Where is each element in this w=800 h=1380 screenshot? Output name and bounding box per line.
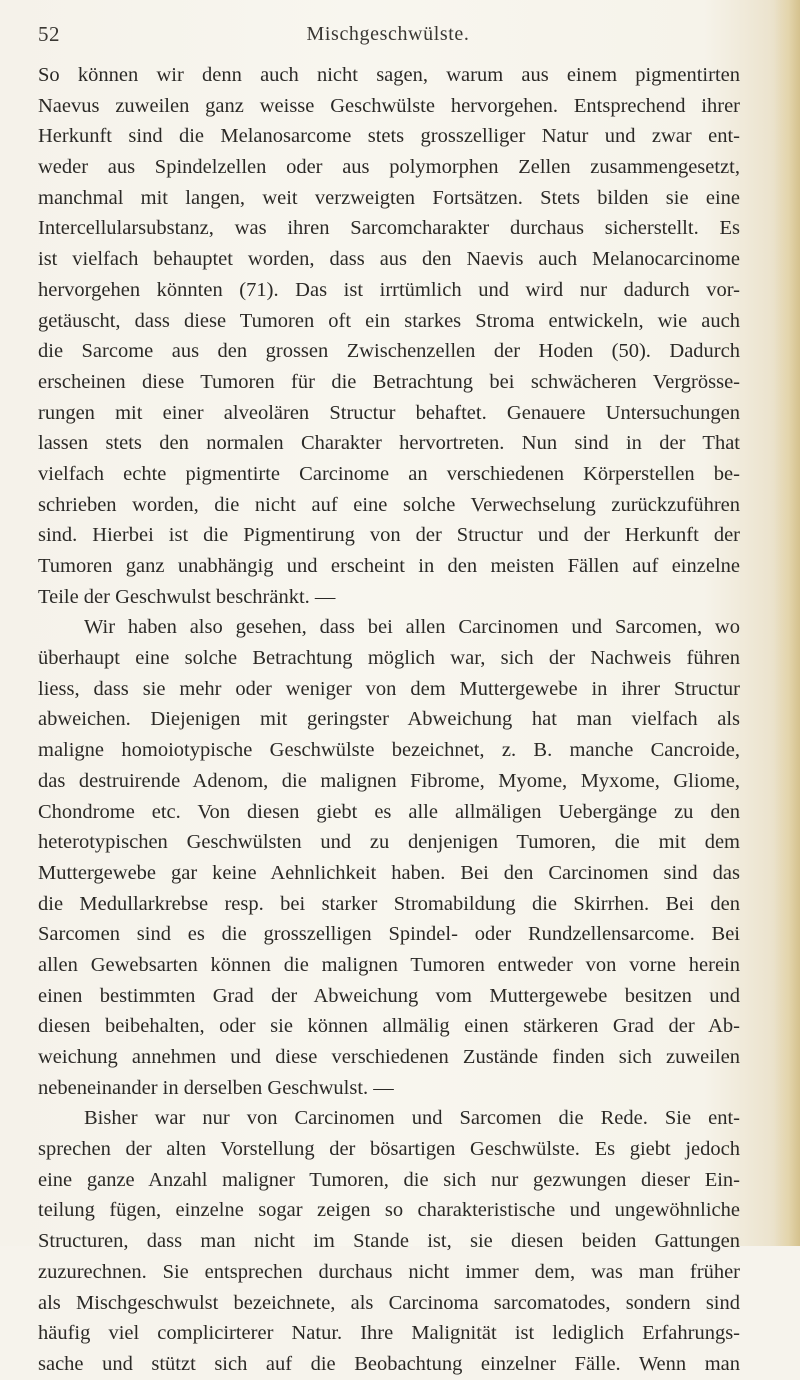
page-header	[38, 22, 738, 56]
text-line: Structuren, dass man nicht im Stande ist, sie diesen beiden Gattungen	[38, 1230, 740, 1253]
text-line: eine ganze Anzahl maligner Tumoren, die sich nur gezwungen dieser Ein-	[38, 1168, 740, 1191]
text-line: erscheinen diese Tumoren für die Betrachtung bei schwächeren Vergrösse-	[38, 370, 740, 393]
page-number: 52	[38, 22, 60, 46]
text-line: ist vielfach behauptet worden, dass aus den Naevis auch Melanocarcinome	[38, 248, 740, 271]
text-line: allen Gewebsarten können die malignen Tumoren entweder von vorne herein	[38, 953, 740, 976]
text-line: Chondrome etc. Von diesen giebt es alle allmäligen Uebergänge zu den	[38, 800, 740, 823]
text-line: heterotypischen Geschwülsten und zu denjenigen Tumoren, die mit dem	[38, 831, 740, 854]
text-line: häufig viel complicirterer Natur. Ihre Malignität ist lediglich Erfahrungs-	[38, 1322, 740, 1345]
text-line: hervorgehen könnten (71). Das ist irrtümlich und wird nur dadurch vor-	[38, 278, 740, 301]
text-line: getäuscht, dass diese Tumoren oft ein starkes Stroma entwickeln, wie auch	[38, 309, 740, 332]
text-line-paragraph-start: Wir haben also gesehen, dass bei allen Carcinomen und Sarcomen, wo	[84, 616, 740, 639]
text-line: rungen mit einer alveolären Structur behaftet. Genauere Untersuchungen	[38, 401, 740, 424]
text-line: Intercellularsubstanz, was ihren Sarcomcharakter durchaus sicherstellt. Es	[38, 217, 740, 240]
text-line: das destruirende Adenom, die malignen Fibrome, Myome, Myxome, Gliome,	[38, 769, 740, 792]
text-line: weder aus Spindelzellen oder aus polymorphen Zellen zusammengesetzt,	[38, 156, 740, 179]
text-line: abweichen. Diejenigen mit geringster Abweichung hat man vielfach als	[38, 708, 740, 731]
text-line: weichung annehmen und diese verschiedenen Zustände finden sich zuweilen	[38, 1046, 740, 1068]
text-line: einen bestimmten Grad der Abweichung vom Muttergewebe besitzen und	[38, 984, 740, 1007]
text-line: die Medullarkrebse resp. bei starker Stromabildung die Skirrhen. Bei den	[38, 892, 740, 915]
text-line: schrieben worden, die nicht auf eine solche Verwechselung zurückzuführen	[38, 493, 740, 516]
text-line: liess, dass sie mehr oder weniger von dem Muttergewebe in ihrer Structur	[38, 677, 740, 700]
text-line-paragraph-end: nebeneinander in derselben Geschwulst. —	[38, 1076, 394, 1099]
text-line: vielfach echte pigmentirte Carcinome an verschiedenen Körperstellen be-	[38, 462, 740, 485]
text-line: als Mischgeschwulst bezeichnete, als Carcinoma sarcomatodes, sondern sind	[38, 1291, 740, 1314]
running-title: Mischgeschwülste.	[306, 23, 470, 45]
text-line: zuzurechnen. Sie entsprechen durchaus nicht immer dem, was man früher	[38, 1260, 740, 1283]
text-line: Tumoren ganz unabhängig und erscheint in den meisten Fällen auf einzelne	[38, 555, 740, 577]
text-line: die Sarcome aus den grossen Zwischenzellen der Hoden (50). Dadurch	[38, 340, 740, 363]
text-line: lassen stets den normalen Charakter hervortreten. Nun sind in der That	[38, 432, 740, 455]
text-line: sache und stützt sich auf die Beobachtung einzelner Fälle. Wenn man	[38, 1352, 740, 1375]
text-line: Naevus zuweilen ganz weisse Geschwülste hervorgehen. Entsprechend ihrer	[38, 94, 740, 117]
text-line: sprechen der alten Vorstellung der bösartigen Geschwülste. Es giebt jedoch	[38, 1138, 740, 1161]
text-line: manchmal mit langen, weit verzweigten Fortsätzen. Stets bilden sie eine	[38, 186, 740, 209]
text-line: teilung fügen, einzelne sogar zeigen so charakteristische und ungewöhnliche	[38, 1199, 740, 1222]
text-line: diesen beibehalten, oder sie können allmälig einen stärkeren Grad der Ab-	[38, 1015, 740, 1038]
text-line-paragraph-start: Bisher war nur von Carcinomen und Sarcomen die Rede. Sie ent-	[84, 1107, 740, 1130]
text-line: Sarcomen sind es die grosszelligen Spindel- oder Rundzellensarcome. Bei	[38, 923, 740, 946]
text-line: sind. Hierbei ist die Pigmentirung von der Structur und der Herkunft der	[38, 524, 740, 547]
text-line-paragraph-end: Teile der Geschwulst beschränkt. —	[38, 585, 336, 608]
text-line: maligne homoiotypische Geschwülste bezeichnet, z. B. manche Cancroide,	[38, 739, 740, 762]
body-text	[38, 60, 740, 1380]
text-line: So können wir denn auch nicht sagen, warum aus einem pigmentirten	[38, 64, 740, 86]
page-edge-shading	[774, 0, 800, 1246]
text-line: überhaupt eine solche Betrachtung möglich war, sich der Nachweis führen	[38, 647, 740, 670]
text-line: Muttergewebe gar keine Aehnlichkeit haben. Bei den Carcinomen sind das	[38, 861, 740, 884]
text-line: Herkunft sind die Melanosarcome stets grosszelliger Natur und zwar ent-	[38, 125, 740, 148]
